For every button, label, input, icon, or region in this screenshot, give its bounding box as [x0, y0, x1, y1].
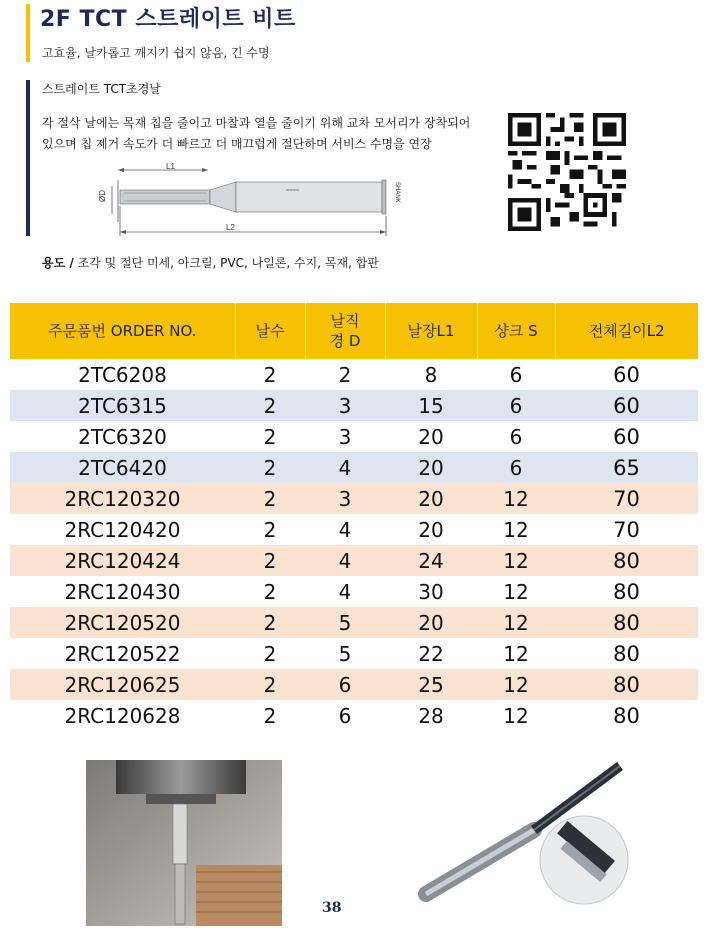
cell-order-no: 2RC120520	[10, 607, 235, 638]
cell-shank: 12	[477, 576, 555, 607]
cell-order-no: 2RC120424	[10, 545, 235, 576]
cell-flutes: 2	[235, 483, 305, 514]
title-accent-bar	[26, 4, 30, 62]
table-row	[10, 421, 698, 452]
cell-diameter: 4	[305, 514, 385, 545]
cell-order-no: 2RC120522	[10, 638, 235, 669]
cell-overall-length: 80	[555, 638, 698, 669]
description-line-1: 각 절삭 날에는 목재 칩을 줄이고 마찰과 열을 줄이기 위해 교차 모서리가 장착되어	[42, 116, 471, 130]
cell-flutes: 2	[235, 390, 305, 421]
cell-flutes: 2	[235, 576, 305, 607]
cell-length-l1: 20	[385, 483, 477, 514]
cell-order-no: 2TC6315	[10, 390, 235, 421]
table-row	[10, 452, 698, 483]
cell-shank: 6	[477, 390, 555, 421]
description-text	[42, 113, 512, 155]
cell-diameter: 4	[305, 545, 385, 576]
cell-shank: 6	[477, 452, 555, 483]
table-row	[10, 638, 698, 669]
spec-table	[10, 303, 698, 731]
page-subtitle: 고효율, 날카롭고 깨지기 쉽지 않음, 긴 수명	[42, 46, 270, 60]
cell-length-l1: 15	[385, 390, 477, 421]
cell-order-no: 2RC120420	[10, 514, 235, 545]
cell-flutes: 2	[235, 452, 305, 483]
cell-length-l1: 20	[385, 421, 477, 452]
cell-overall-length: 70	[555, 514, 698, 545]
cell-order-no: 2RC120625	[10, 669, 235, 700]
cell-order-no: 2TC6320	[10, 421, 235, 452]
cell-order-no: 2TC6420	[10, 452, 235, 483]
cell-shank: 12	[477, 669, 555, 700]
spec-table-header-row	[10, 303, 698, 359]
cell-shank: 12	[477, 607, 555, 638]
cell-shank: 6	[477, 359, 555, 390]
cell-shank: 12	[477, 638, 555, 669]
cell-overall-length: 70	[555, 483, 698, 514]
cell-flutes: 2	[235, 638, 305, 669]
header-shank: 샹크 S	[477, 303, 555, 359]
cell-overall-length: 80	[555, 669, 698, 700]
cell-length-l1: 25	[385, 669, 477, 700]
cell-length-l1: 28	[385, 700, 477, 731]
cell-diameter: 2	[305, 359, 385, 390]
cell-flutes: 2	[235, 421, 305, 452]
cell-diameter: 3	[305, 483, 385, 514]
cell-length-l1: 22	[385, 638, 477, 669]
cell-overall-length: 80	[555, 576, 698, 607]
cell-flutes: 2	[235, 545, 305, 576]
cell-diameter: 3	[305, 421, 385, 452]
table-row	[10, 669, 698, 700]
cell-flutes: 2	[235, 700, 305, 731]
table-row	[10, 576, 698, 607]
header-length-l1: 날장L1	[385, 303, 477, 359]
cell-flutes: 2	[235, 607, 305, 638]
cell-overall-length: 60	[555, 390, 698, 421]
cell-diameter: 4	[305, 452, 385, 483]
bit-product-photo	[414, 758, 636, 910]
cell-shank: 12	[477, 483, 555, 514]
cell-shank: 6	[477, 421, 555, 452]
cell-length-l1: 24	[385, 545, 477, 576]
cell-length-l1: 30	[385, 576, 477, 607]
cell-diameter: 6	[305, 669, 385, 700]
table-row	[10, 700, 698, 731]
svg-text:≈≈≈≈: ≈≈≈≈	[286, 188, 300, 194]
cell-diameter: 6	[305, 700, 385, 731]
diagram-d-label: ØD	[98, 190, 107, 202]
table-row	[10, 607, 698, 638]
cell-diameter: 4	[305, 576, 385, 607]
table-row	[10, 359, 698, 390]
cell-diameter: 5	[305, 607, 385, 638]
cell-flutes: 2	[235, 359, 305, 390]
header-order-no: 주문품번 ORDER NO.	[10, 303, 235, 359]
description-heading: 스트레이트 TCT초경날	[42, 82, 161, 96]
usage-line	[42, 254, 379, 271]
page-number: 38	[322, 900, 342, 916]
table-row	[10, 514, 698, 545]
cell-order-no: 2TC6208	[10, 359, 235, 390]
cell-order-no: 2RC120320	[10, 483, 235, 514]
bit-cutting-photo	[86, 760, 282, 926]
cell-shank: 12	[477, 545, 555, 576]
cell-flutes: 2	[235, 514, 305, 545]
cell-shank: 12	[477, 700, 555, 731]
diagram-shank-label: SHANK	[394, 182, 400, 203]
qr-code[interactable]	[508, 113, 626, 231]
cell-length-l1: 8	[385, 359, 477, 390]
cell-length-l1: 20	[385, 452, 477, 483]
cell-length-l1: 20	[385, 607, 477, 638]
cell-overall-length: 60	[555, 421, 698, 452]
header-flutes: 날수	[235, 303, 305, 359]
header-overall-length: 전체길이L2	[555, 303, 698, 359]
diagram-l1-label: L1	[166, 162, 175, 171]
table-row	[10, 545, 698, 576]
description-line-2: 있으며 칩 제거 속도가 더 빠르고 더 매끄럽게 절단하며 서비스 수명을 연장	[42, 137, 432, 151]
page-title: 2F TCT 스트레이트 비트	[40, 7, 296, 32]
header-diameter: 날직경 D	[305, 303, 385, 359]
cell-overall-length: 60	[555, 359, 698, 390]
description-accent-bar	[26, 80, 30, 236]
usage-text: 조각 및 절단 미세, 아크릴, PVC, 나일론, 수지, 목재, 합판	[73, 256, 379, 270]
cell-overall-length: 65	[555, 452, 698, 483]
cell-order-no: 2RC120628	[10, 700, 235, 731]
table-row	[10, 483, 698, 514]
cell-overall-length: 80	[555, 700, 698, 731]
cell-shank: 12	[477, 514, 555, 545]
table-row	[10, 390, 698, 421]
cell-overall-length: 80	[555, 607, 698, 638]
diagram-l2-label: L2	[226, 223, 235, 232]
cell-length-l1: 20	[385, 514, 477, 545]
cell-overall-length: 80	[555, 545, 698, 576]
bit-dimension-diagram	[96, 162, 416, 242]
cell-diameter: 3	[305, 390, 385, 421]
cell-order-no: 2RC120430	[10, 576, 235, 607]
cell-flutes: 2	[235, 669, 305, 700]
usage-label: 용도 /	[42, 256, 74, 270]
cell-diameter: 5	[305, 638, 385, 669]
